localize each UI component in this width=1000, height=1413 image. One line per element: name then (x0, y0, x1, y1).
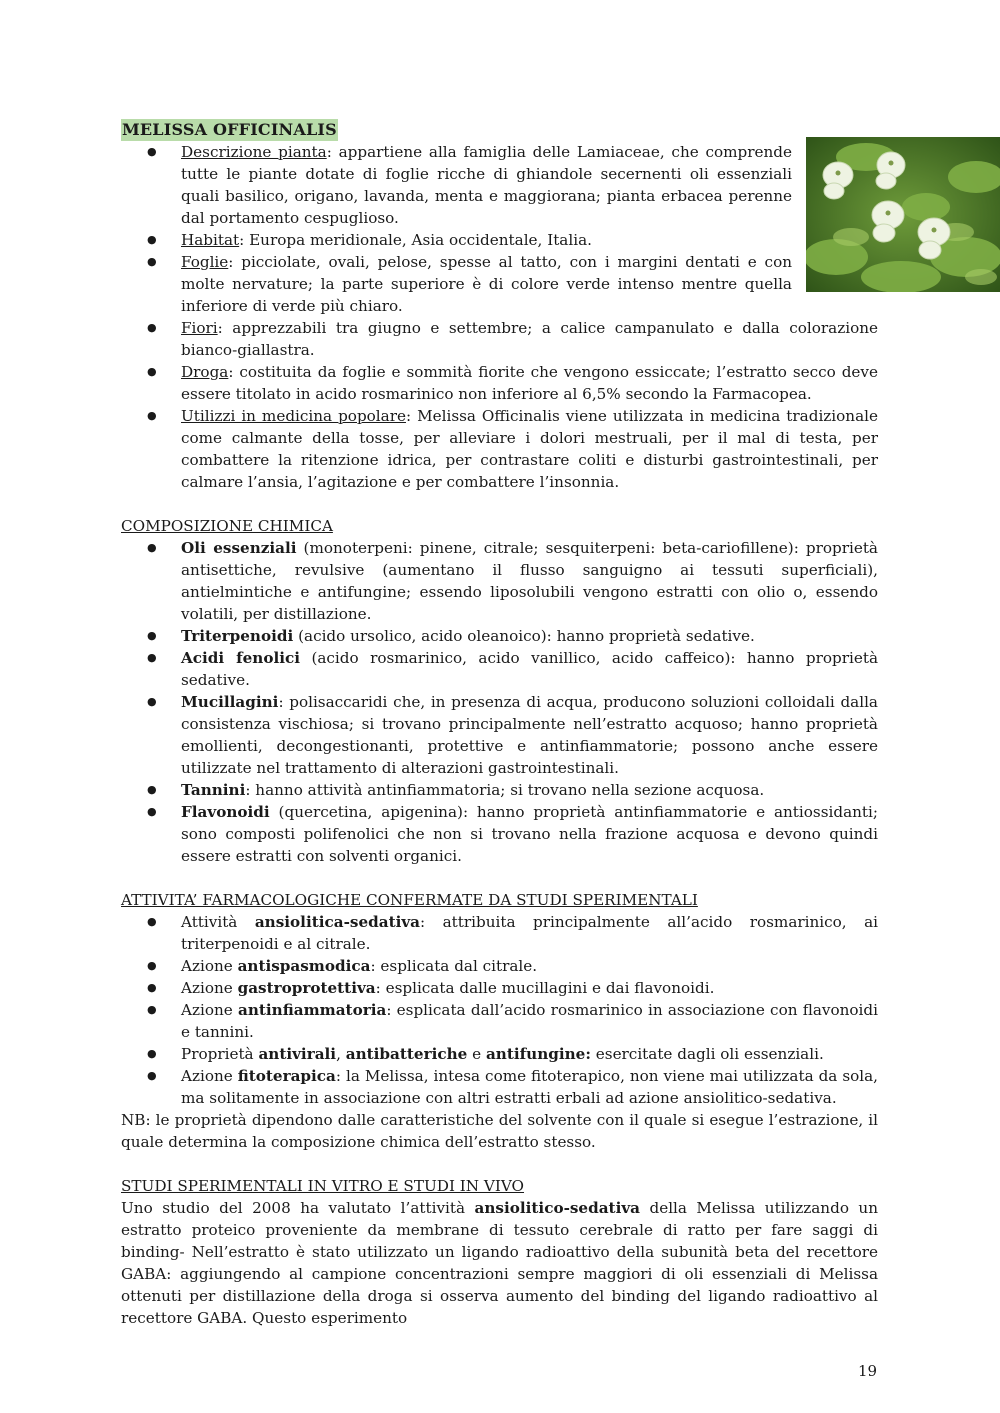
list-item: ● Azione gastroprotettiva: esplicata dalle mucillagini e dai flavonoidi. (121, 977, 878, 999)
document-page (121, 119, 878, 1329)
list-item: ● Azione antinfiammatoria: esplicata dall’acido rosmarinico in associazione con flavonoidi e tannini. (121, 999, 878, 1043)
composizione-list (121, 537, 878, 867)
list-item: ● Mucillagini: polisaccaridi che, in presenza di acqua, producono soluzioni colloidali dalla consistenza vischiosa; si trovano principalmente nell’estratto acquoso; hanno proprietà emollienti, decongestionanti, protettive e antinfiammatorie; possono anche essere utilizzate nel trattamento di alterazioni gastrointestinali. (121, 691, 878, 779)
attivita-list (121, 911, 878, 1109)
list-item: ● Descrizione pianta: appartiene alla famiglia delle Lamiaceae, che comprende tutte le piante dotate di foglie ricche di ghiandole secernenti oli essenziali quali basilico, origano, lavanda, menta e maggiorana; pianta erbacea perenne dal portamento cespuglioso. (121, 141, 792, 229)
list-item: ● Attività ansiolitica-sedativa: attribuita principalmente all’acido rosmarinico, ai triterpenoidi e al citrale. (121, 911, 878, 955)
list-item: ● Azione antispasmodica: esplicata dal citrale. (121, 955, 878, 977)
page-title: MELISSA OFFICINALIS (122, 120, 337, 139)
list-item: ● Foglie: picciolate, ovali, pelose, spesse al tatto, con i margini dentati e con molte nervature; la parte superiore è di colore verde intenso mentre quella inferiore di verde più chiaro. (121, 251, 792, 317)
list-item: ● Fiori: apprezzabili tra giugno e settembre; a calice campanulato e dalla colorazione bianco-giallastra. (121, 317, 878, 361)
section-heading-studi: STUDI SPERIMENTALI IN VITRO E STUDI IN VIVO (121, 1177, 525, 1195)
page-number: 19 (858, 1362, 878, 1380)
list-item: ● Droga: costituita da foglie e sommità fiorite che vengono essiccate; l’estratto secco deve essere titolato in acido rosmarinico non inferiore al 6,5% secondo la Farmacopea. (121, 361, 878, 405)
list-item: ● Azione fitoterapica: la Melissa, intesa come fitoterapico, non viene mai utilizzata da sola, ma solitamente in associazione con altri estratti erbali ad azione ansiolitico-sedativa. (121, 1065, 878, 1109)
studi-paragraph: Uno studio del 2008 ha valutato l’attività ansiolitico-sedativa della Melissa utilizzando un estratto proteico proveniente da membrane di tessuto cerebrale di ratto per fare saggi di binding- Nell’estratto è stato utilizzato un ligando radioattivo della subunità beta del recettore GABA: aggiungendo al campione concentrazioni sempre maggiori di oli essenziali di Melissa ottenuti per distillazione della droga si osserva aumento del binding del ligando radioattivo al recettore GABA. Questo esperimento (121, 1199, 878, 1327)
list-item: ● Flavonoidi (quercetina, apigenina): hanno proprietà antinfiammatorie e antiossidanti; sono composti polifenolici che non si trovano nella frazione acquosa e devono quindi essere estratti con solventi organici. (121, 801, 878, 867)
list-item: ● Habitat: Europa meridionale, Asia occidentale, Italia. (121, 229, 792, 251)
list-item: ● Acidi fenolici (acido rosmarinico, acido vanillico, acido caffeico): hanno proprietà sedative. (121, 647, 878, 691)
melissa-flower-photo-icon (806, 137, 1000, 292)
intro-list (121, 141, 878, 493)
note-paragraph: NB: le proprietà dipendono dalle caratteristiche del solvente con il quale si esegue l’estrazione, il quale determina la composizione chimica dell’estratto stesso. (121, 1111, 878, 1151)
section-heading-composizione: COMPOSIZIONE CHIMICA (121, 517, 333, 535)
list-item: ● Triterpenoidi (acido ursolico, acido oleanoico): hanno proprietà sedative. (121, 625, 878, 647)
list-item: ● Tannini: hanno attività antinfiammatoria; si trovano nella sezione acquosa. (121, 779, 878, 801)
section-heading-attivita: ATTIVITA’ FARMACOLOGICHE CONFERMATE DA STUDI SPERIMENTALI (121, 891, 698, 909)
list-item: ● Utilizzi in medicina popolare: Melissa Officinalis viene utilizzata in medicina tradizionale come calmante della tosse, per alleviare i dolori mestruali, per il mal di testa, per combattere la ritenzione idrica, per contrastare coliti e disturbi gastrointestinali, per calmare l’ansia, l’agitazione e per combattere l’insonnia. (121, 405, 878, 493)
list-item: ● Proprietà antivirali, antibatteriche e antifungine: esercitate dagli oli essenziali. (121, 1043, 878, 1065)
list-item: ● Oli essenziali (monoterpeni: pinene, citrale; sesquiterpeni: beta-cariofillene): proprietà antisettiche, revulsive (aumentano il flusso sanguigno ai tessuti superficiali), antielmintiche e antifungine; essendo liposolubili vengono estratti con olio o, essendo volatili, per distillazione. (121, 537, 878, 625)
